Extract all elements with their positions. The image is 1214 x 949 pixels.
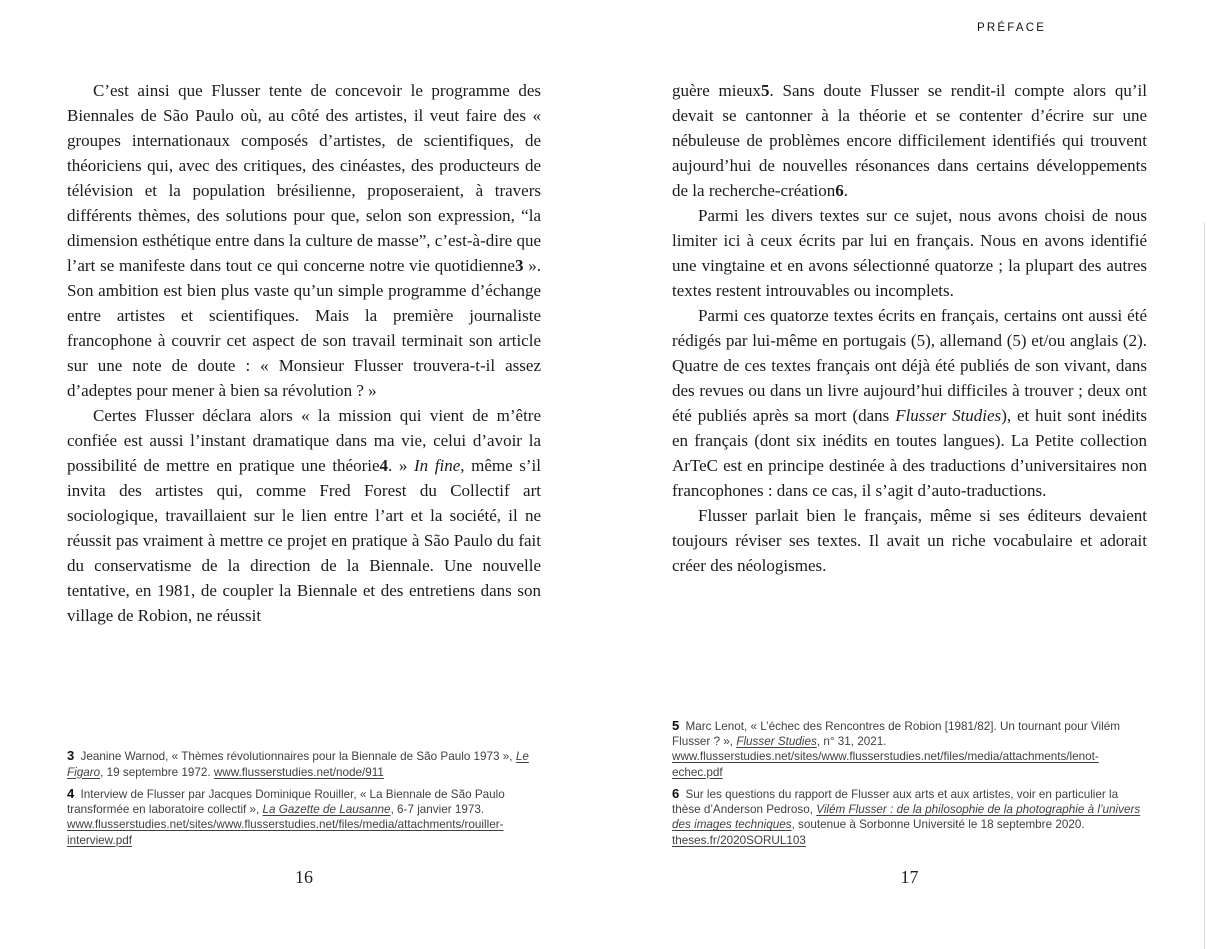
text-run: , 19 septembre 1972.: [100, 765, 214, 779]
text-run: Flusser parlait bien le français, même si ses éditeurs devaient toujours réviser ses textes. Il avait un riche vocabulaire et adorait créer des néologismes.: [672, 506, 1147, 575]
text-run: , même s’il invita des artistes qui, comme Fred Forest du Collectif art sociologique, travaillaient sur le lien entre l’art et la société, il ne réussit pas vraiment à mettre ce projet en pratique à São Paulo du fait du conservatisme de la direction de la Biennale. Une nouvelle tentative, en 1981, de coupler la Biennale et des entretiens dans son village de Robion, ne réussit: [67, 456, 541, 625]
text-run: guère mieux: [672, 81, 762, 100]
footnote: [67, 748, 541, 780]
url-text: Vilém Flusser : de la philosophie de la photographie à l’univers des images techniques: [672, 803, 1141, 832]
footnote: [67, 786, 541, 848]
footnote-ref: 6: [835, 181, 844, 200]
text-run: ». Son ambition est bien plus vaste qu’un simple programme d’échange entre artistes et scientifiques. Mais la première journaliste francophone à couvrir cet aspect de son travail terminait son article sur une note de doute : « Monsieur Flusser trouvera-t-il assez d’adeptes pour mener à bien sa révolution ? »: [67, 256, 542, 400]
footnote-number: 5: [672, 717, 680, 733]
left-footnotes: [67, 748, 541, 858]
page-left: [67, 0, 541, 949]
page-right: [672, 0, 1147, 949]
paragraph: [672, 303, 1147, 503]
text-run: Parmi les divers textes sur ce sujet, nous avons choisi de nous limiter ici à ceux écrits par lui en français. Nous en avons identifié une vingtaine et en avons sélectionné quatorze ; la plupart des autres textes restent introuvables ou incomplets.: [672, 206, 1147, 300]
text-run: Marc Lenot, « L’échec des Rencontres de Robion [1981/82]. Un tournant pour Vilém Flusser ? »,: [672, 719, 1120, 748]
text-run: . »: [388, 456, 414, 475]
footnote-ref: 5: [761, 81, 770, 100]
paragraph: [672, 203, 1147, 303]
paragraph: [672, 503, 1147, 578]
text-run: Sur les questions du rapport de Flusser aux arts et aux artistes, voir en particulier la thèse d’Anderson Pedroso,: [672, 787, 1119, 817]
paragraph: [67, 403, 541, 628]
url-text: theses.fr/2020SORUL103: [672, 833, 806, 847]
url-text: Flusser Studies: [736, 734, 817, 748]
left-page-number: 16: [295, 867, 313, 887]
right-footnotes: [672, 718, 1147, 858]
url-text: www.flusserstudies.net/node/911: [213, 765, 384, 779]
url-text: Le Figaro: [67, 750, 529, 779]
footnote-number: 6: [672, 785, 680, 801]
paragraph: [672, 78, 1147, 203]
footnote: [672, 718, 1147, 780]
text-run: Parmi ces quatorze textes écrits en français, certains ont aussi été rédigés par lui-même en portugais (5), allemand (5) et/ou anglais (2). Quatre de ces textes français ont déjà été publiés de son vivant, dans des revues ou dans un livre aujourd’hui difficiles à trouver ; deux ont été publiés après sa mort (dans: [672, 306, 1147, 425]
footnote: [672, 786, 1147, 848]
footnote-ref: 3: [514, 256, 524, 275]
text-run: . Sans doute Flusser se rendit-il compte alors qu’il devait se cantonner à la théorie et se contenter d’écrire sur une nébuleuse de problèmes encore difficilement identifiés qui trouvent aujourd’hui de nouvelles résonances dans certains développements de la recherche-création: [672, 81, 1147, 200]
page-right-inner: [672, 0, 1147, 858]
text-run: Flusser Studies: [895, 406, 1002, 425]
paragraph: [67, 78, 541, 403]
text-run: Certes Flusser déclara alors « la mission qui vient de m’être confiée est aussi l’instant dramatique dans ma vie, celui d’avoir la possibilité de mettre en pratique une théorie: [67, 406, 541, 475]
text-run: , soutenue à Sorbonne Université le 18 septembre 2020.: [791, 818, 1085, 832]
url-text: www.flusserstudies.net/sites/www.flusserstudies.net/files/media/attachments/lenot-echec.pdf: [672, 750, 1099, 779]
footnote-number: 4: [67, 785, 75, 801]
page-edge-line: [1204, 223, 1206, 949]
right-page-number: 17: [900, 867, 919, 887]
right-body-text: [672, 78, 1147, 578]
running-header: PRÉFACE: [977, 22, 1047, 34]
footnote-ref: 4: [379, 456, 389, 475]
url-text: La Gazette de Lausanne: [262, 803, 391, 817]
text-run: C’est ainsi que Flusser tente de concevoir le programme des Biennales de São Paulo où, au côté des artistes, il veut faire des « groupes internationaux composés d’artistes, de scientifiques, de théoriciens qui, avec des critiques, des cinéastes, des producteurs de télévision et la population brésilienne, proposeraient, à travers différents thèmes, des solutions pour que, selon son expression, “la dimension esthétique entre dans la culture de masse”, c’est-à-dire que l’art se manifeste dans tout ce qui concerne notre vie quotidienne: [67, 81, 541, 275]
left-body-text: [67, 78, 541, 628]
text-run: .: [843, 181, 849, 200]
footnote-number: 3: [67, 748, 75, 764]
text-run: , n° 31, 2021.: [816, 734, 887, 748]
text-run: Interview de Flusser par Jacques Dominique Rouiller, « La Biennale de São Paulo transformée en laboratoire collectif »,: [67, 787, 505, 817]
text-run: ), et huit sont inédits en français (dont six inédits en toutes langues). La Petite collection ArTeC est en principe destinée à des traductions d’universitaires non francophones : dans ce cas, il s’agit d’auto-traductions.: [672, 406, 1148, 500]
text-run: In fine: [414, 456, 461, 475]
url-text: www.flusserstudies.net/sites/www.flusserstudies.net/files/media/attachments/rouiller-interview.pdf: [67, 818, 504, 847]
text-run: , 6-7 janvier 1973.: [390, 803, 485, 817]
page-left-inner: [67, 0, 541, 858]
text-run: Jeanine Warnod, « Thèmes révolutionnaires pour la Biennale de São Paulo 1973 »,: [80, 750, 516, 764]
